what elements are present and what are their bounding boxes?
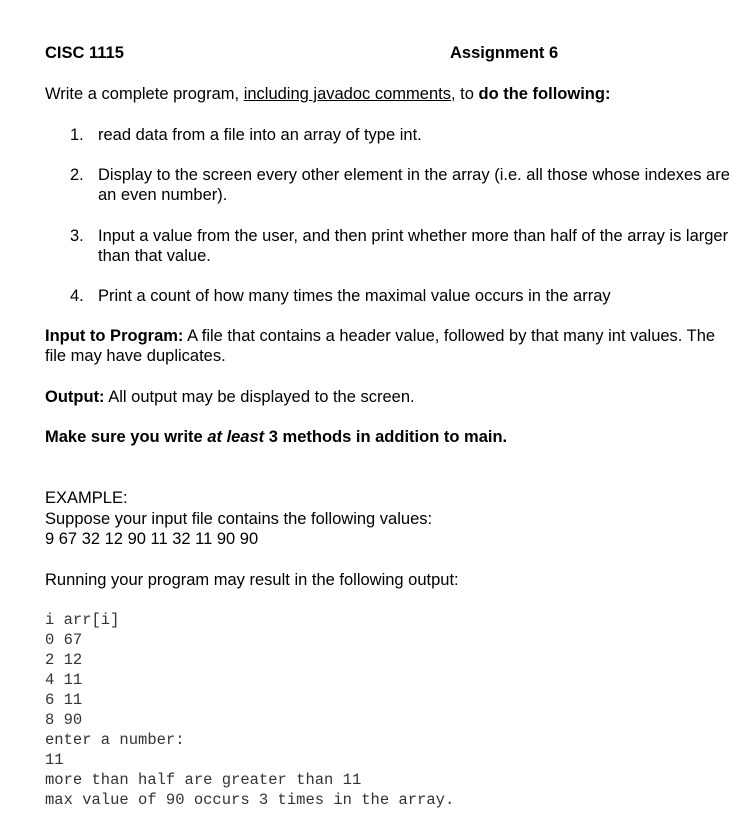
task-number: 4. bbox=[70, 287, 84, 305]
output-line: enter a number: bbox=[45, 731, 185, 749]
task-number: 2. bbox=[70, 166, 84, 184]
output-line: 2 12 bbox=[45, 651, 83, 669]
output-line: more than half are greater than 11 bbox=[45, 771, 362, 789]
sample-output bbox=[45, 610, 454, 810]
task-text: Display to the screen every other element in the array (i.e. all those whose indexes are an even number). bbox=[98, 166, 730, 204]
output-line: max value of 90 occurs 3 times in the array. bbox=[45, 791, 455, 809]
intro-line bbox=[45, 85, 610, 104]
task-text: read data from a file into an array of type int. bbox=[98, 126, 422, 144]
output-label: Output: bbox=[45, 388, 105, 406]
task-number: 1. bbox=[70, 126, 84, 144]
task-text: Input a value from the user, and then print whether more than half of the array is larger than that value. bbox=[98, 227, 729, 265]
output-line: 0 67 bbox=[45, 631, 83, 649]
input-label: Input to Program: bbox=[45, 327, 184, 345]
intro-bold: do the following: bbox=[478, 85, 611, 103]
javadoc-link[interactable]: including javadoc comments bbox=[243, 85, 451, 103]
output-line: 11 bbox=[45, 751, 64, 769]
output-line: 4 11 bbox=[45, 671, 83, 689]
output-line: 6 11 bbox=[45, 691, 83, 709]
methods-note-emphasis: at least bbox=[207, 428, 265, 446]
methods-note bbox=[45, 427, 725, 447]
intro-middle: , to bbox=[450, 85, 479, 103]
output-line: i arr[i] bbox=[45, 611, 120, 629]
assignment-title: Assignment 6 bbox=[450, 44, 559, 62]
output-section bbox=[45, 387, 725, 407]
output-line: 8 90 bbox=[45, 711, 83, 729]
example-running: Running your program may result in the following output: bbox=[45, 571, 459, 589]
output-text: All output may be displayed to the screen. bbox=[104, 388, 415, 406]
example-values: 9 67 32 12 90 11 32 11 90 90 bbox=[45, 530, 259, 548]
intro-prefix: Write a complete program, bbox=[45, 85, 244, 103]
input-text: A file that contains a header value, followed by that many int values. The file may have duplicates. bbox=[45, 327, 716, 365]
methods-note-before: Make sure you write bbox=[45, 428, 208, 446]
example-description: Suppose your input file contains the following values: bbox=[45, 510, 433, 528]
input-section bbox=[45, 326, 725, 366]
course-code: CISC 1115 bbox=[45, 44, 124, 62]
methods-note-after: 3 methods in addition to main. bbox=[264, 428, 508, 446]
example-heading: EXAMPLE: bbox=[45, 489, 128, 507]
task-number: 3. bbox=[70, 227, 84, 245]
task-text: Print a count of how many times the maximal value occurs in the array bbox=[98, 287, 611, 305]
